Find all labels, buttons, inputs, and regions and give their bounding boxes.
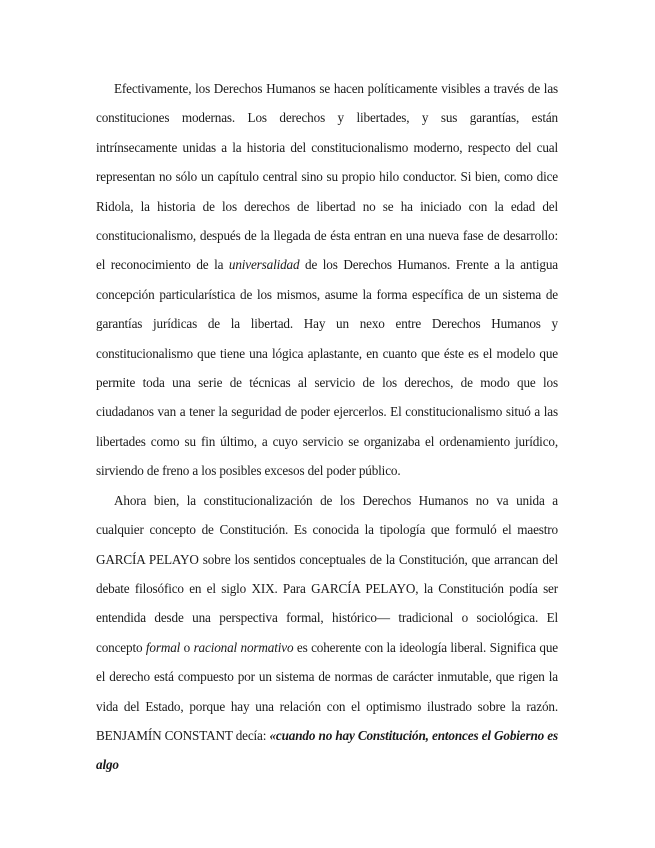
paragraph-1 bbox=[96, 74, 558, 486]
paragraph-2-quote: «cuando no hay Constitución, entonces el Gobierno es algo bbox=[96, 727, 558, 773]
paragraph-2-emphasis-racional-normativo: racional normativo bbox=[193, 639, 294, 655]
paragraph-1-text-1: Efectivamente, los Derechos Humanos se hacen políticamente visibles a través de las constituciones modernas. Los derechos y libertades, y sus garantías, están intrínsecamente unidas a la historia del constitucionalismo moderno, respecto del cual representan no sólo un capítulo central sino su propio hilo conductor. Si bien, como dice Ridola, la historia de los derechos de libertad no se ha iniciado con la edad del constitucionalismo, después de la llegada de ésta entran en una nueva fase de desarrollo: el reconocimiento de la bbox=[96, 81, 558, 273]
paragraph-1-emphasis-universalidad: universalidad bbox=[228, 257, 300, 273]
document-page bbox=[96, 74, 558, 780]
paragraph-1-text-2: de los Derechos Humanos. Frente a la antigua concepción particularística de los mismos, asume la forma específica de un sistema de garantías jurídicas de la libertad. Hay un nexo entre Derechos Humanos y constitucionalismo que tiene una lógica aplastante, en cuanto que éste es el modelo que permite toda una serie de técnicas al servicio de los derechos, de modo que los ciudadanos van a tener la seguridad de poder ejercerlos. El constitucionalismo situó a las libertades como su fin último, a cuyo servicio se organizaba el ordenamiento jurídico, sirviendo de freno a los posibles excesos del poder público. bbox=[96, 257, 558, 479]
paragraph-2-text-3: es coherente con la ideología liberal. Significa que el derecho está compuesto por un sistema de normas de carácter inmutable, que rigen la vida del Estado, porque hay una relación con el optimismo ilustrado sobre la razón. BENJAMÍN CONSTANT decía: bbox=[96, 639, 559, 743]
paragraph-2-emphasis-formal: formal bbox=[145, 639, 181, 655]
paragraph-2-text-2: o bbox=[180, 639, 194, 655]
paragraph-2 bbox=[96, 486, 558, 780]
paragraph-2-text-1: Ahora bien, la constitucionalización de los Derechos Humanos no va unida a cualquier concepto de Constitución. Es conocida la tipología que formuló el maestro GARCÍA PELAYO sobre los sentidos conceptuales de la Constitución, que arrancan del debate filosófico en el siglo XIX. Para GARCÍA PELAYO, la Constitución podía ser entendida desde una perspectiva formal, histórico— tradicional o sociológica. El concepto bbox=[96, 492, 558, 655]
